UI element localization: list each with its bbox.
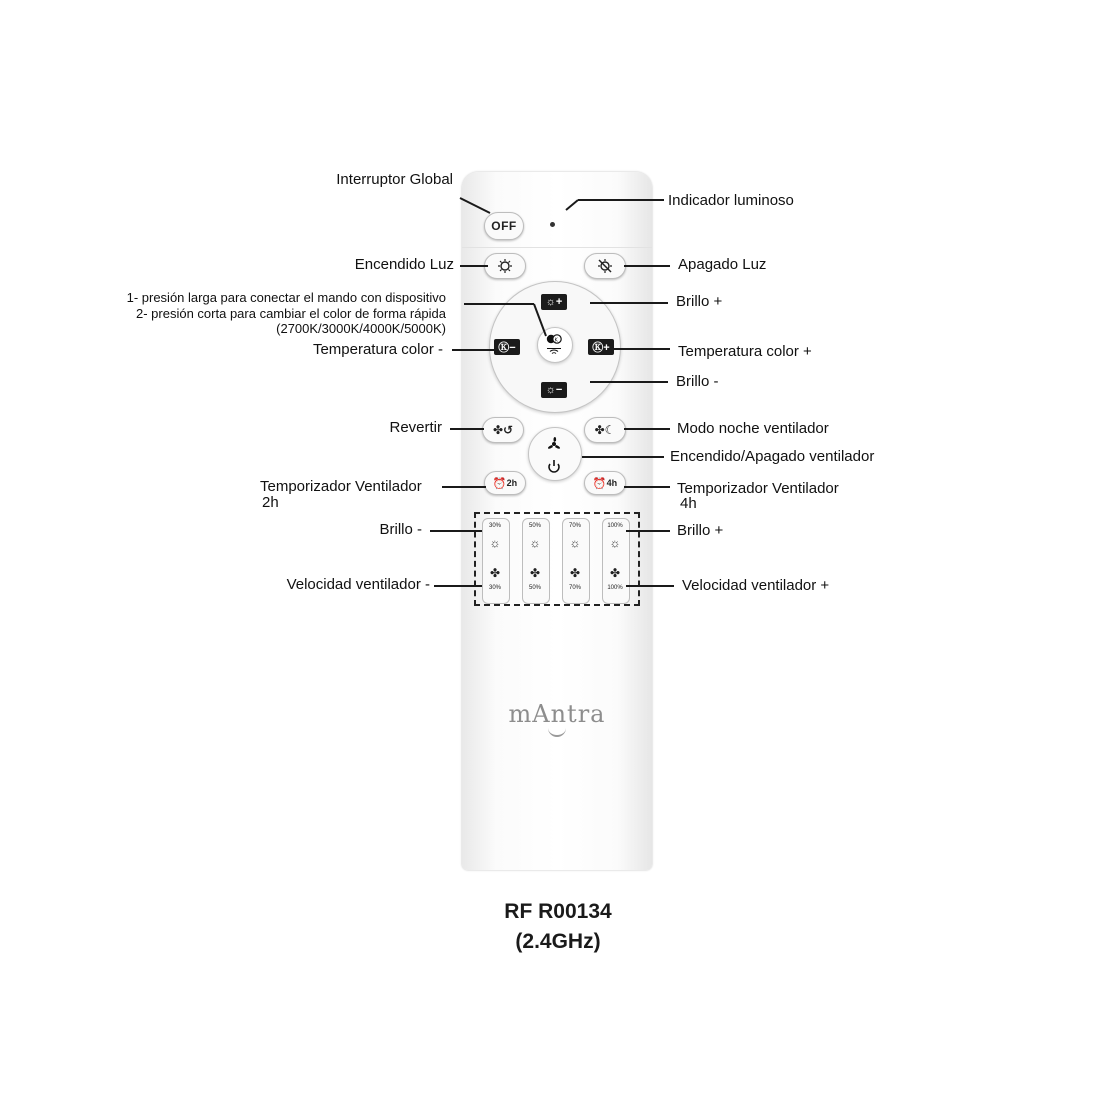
- preset-light-50-button[interactable]: [521, 536, 549, 550]
- kelvin-plus-icon: Ⓚ+: [592, 342, 610, 354]
- temperature-plus-button[interactable]: [588, 339, 614, 355]
- light-off-button[interactable]: [584, 253, 626, 279]
- remote-seam: [462, 247, 652, 248]
- label-revertir: Revertir: [389, 419, 442, 436]
- leader-interruptor: [458, 196, 492, 216]
- leader-revertir: [450, 428, 484, 430]
- label-velocidad-plus: Velocidad ventilador +: [682, 577, 830, 594]
- label-modo-noche: Modo noche ventilador: [677, 420, 829, 437]
- timer-4h-button[interactable]: [584, 471, 626, 495]
- label-temperatura-minus: Temperatura color -: [312, 341, 443, 358]
- preset-light-70-button[interactable]: [561, 536, 589, 550]
- leader-brillo-plus-grid: [626, 530, 670, 532]
- light-on-button[interactable]: [484, 253, 526, 279]
- preset-light-100-label: 100%: [607, 523, 623, 529]
- leader-brillo-plus-ring: [590, 302, 668, 304]
- preset-fan-70-label: 70%: [568, 585, 581, 591]
- preset-fan-50-button[interactable]: [521, 566, 549, 580]
- note-line-2: 2- presión corta para cambiar el color de forma rápida: [136, 306, 446, 321]
- bulb-icon: ☼: [609, 536, 621, 550]
- leader-modo-noche: [624, 428, 670, 430]
- preset-fan-70-button[interactable]: [561, 566, 589, 580]
- leader-temperatura-minus: [452, 349, 496, 351]
- timer-2h-text: 2h: [506, 478, 518, 488]
- kelvin-minus-icon: Ⓚ−: [498, 342, 516, 354]
- model-name: RF R00134: [504, 900, 612, 923]
- alarm-clock-icon: ⏰: [592, 477, 607, 490]
- label-temporizador-4h-line1: Temporizador Ventilador: [677, 480, 839, 497]
- leader-velocidad-minus: [434, 585, 482, 587]
- leader-temperatura-plus: [614, 348, 670, 350]
- brand-logo: mAntra: [508, 700, 606, 728]
- timer-4h-text: 4h: [606, 478, 618, 488]
- label-brillo-minus-ring: Brillo -: [676, 373, 719, 390]
- label-temporizador-4h-line2: 4h: [680, 495, 697, 512]
- label-temporizador-2h-line1: Temporizador Ventilador: [260, 478, 422, 495]
- fan-icon: ✤: [569, 566, 581, 580]
- fan-night-mode-button[interactable]: [584, 417, 626, 443]
- label-brillo-plus-ring: Brillo +: [676, 293, 723, 310]
- led-indicator: [550, 222, 555, 227]
- svg-text:K: K: [554, 337, 558, 344]
- label-temperatura-plus: Temperatura color +: [678, 343, 812, 360]
- preset-fan-100-label: 100%: [607, 585, 623, 591]
- model-frequency: (2.4GHz): [515, 930, 601, 953]
- leader-indicador: [562, 198, 666, 212]
- alarm-clock-icon: ⏰: [492, 477, 507, 490]
- note-line-1: 1- presión larga para conectar el mando con dispositivo: [126, 290, 446, 305]
- preset-light-70-label: 70%: [568, 523, 581, 529]
- leader-pair-note: [462, 300, 552, 340]
- leader-encendido-luz: [460, 265, 488, 267]
- label-indicador-luminoso: Indicador luminoso: [668, 192, 794, 209]
- bulb-icon: ☼: [569, 536, 581, 550]
- sun-plus-icon: ☼+: [545, 296, 563, 308]
- bulb-icon: [497, 258, 513, 274]
- label-brillo-plus-grid: Brillo +: [677, 522, 724, 539]
- preset-light-100-button[interactable]: [601, 536, 629, 550]
- fan-icon: ✤: [529, 566, 541, 580]
- leader-encendido-apagado-ventilador: [582, 456, 664, 458]
- leader-temporizador-4h: [624, 486, 670, 488]
- preset-column-30: [482, 518, 510, 604]
- preset-fan-30-label: 30%: [488, 585, 501, 591]
- label-temporizador-2h-line2: 2h: [262, 494, 279, 511]
- preset-light-30-button[interactable]: [481, 536, 509, 550]
- bulb-icon: ☼: [529, 536, 541, 550]
- fan-reverse-icon: ✤↺: [492, 423, 514, 437]
- leader-apagado-luz: [624, 265, 670, 267]
- leader-brillo-minus-ring: [590, 381, 668, 383]
- preset-fan-50-label: 50%: [528, 585, 541, 591]
- preset-light-30-label: 30%: [488, 523, 501, 529]
- label-interruptor-global: Interruptor Global: [336, 171, 453, 188]
- preset-light-50-label: 50%: [528, 523, 541, 529]
- timer-2h-button[interactable]: [484, 471, 526, 495]
- label-encendido-luz: Encendido Luz: [354, 256, 454, 273]
- sun-minus-icon: ☼−: [545, 384, 563, 396]
- fan-moon-icon: ✤☾: [594, 423, 616, 437]
- preset-column-50: [522, 518, 550, 604]
- fan-icon: ✤: [489, 566, 501, 580]
- leader-temporizador-2h: [442, 486, 486, 488]
- label-brillo-minus-grid: Brillo -: [379, 521, 422, 538]
- leader-velocidad-plus: [626, 585, 674, 587]
- preset-fan-30-button[interactable]: [481, 566, 509, 580]
- leader-brillo-minus-grid: [430, 530, 482, 532]
- fan-icon: ✤: [609, 566, 621, 580]
- reverse-fan-button[interactable]: [482, 417, 524, 443]
- label-apagado-luz: Apagado Luz: [678, 256, 767, 273]
- off-button[interactable]: OFF: [484, 212, 524, 240]
- fan-power-icon: [542, 433, 566, 475]
- bulb-off-icon: [597, 258, 613, 274]
- note-line-3: (2700K/3000K/4000K/5000K): [276, 321, 446, 336]
- temperature-minus-button[interactable]: [494, 339, 520, 355]
- brightness-minus-button[interactable]: [541, 382, 567, 398]
- bulb-icon: ☼: [489, 536, 501, 550]
- preset-fan-100-button[interactable]: [601, 566, 629, 580]
- label-velocidad-minus: Velocidad ventilador -: [286, 576, 430, 593]
- label-encendido-apagado-ventilador: Encendido/Apagado ventilador: [670, 448, 875, 465]
- preset-column-70: [562, 518, 590, 604]
